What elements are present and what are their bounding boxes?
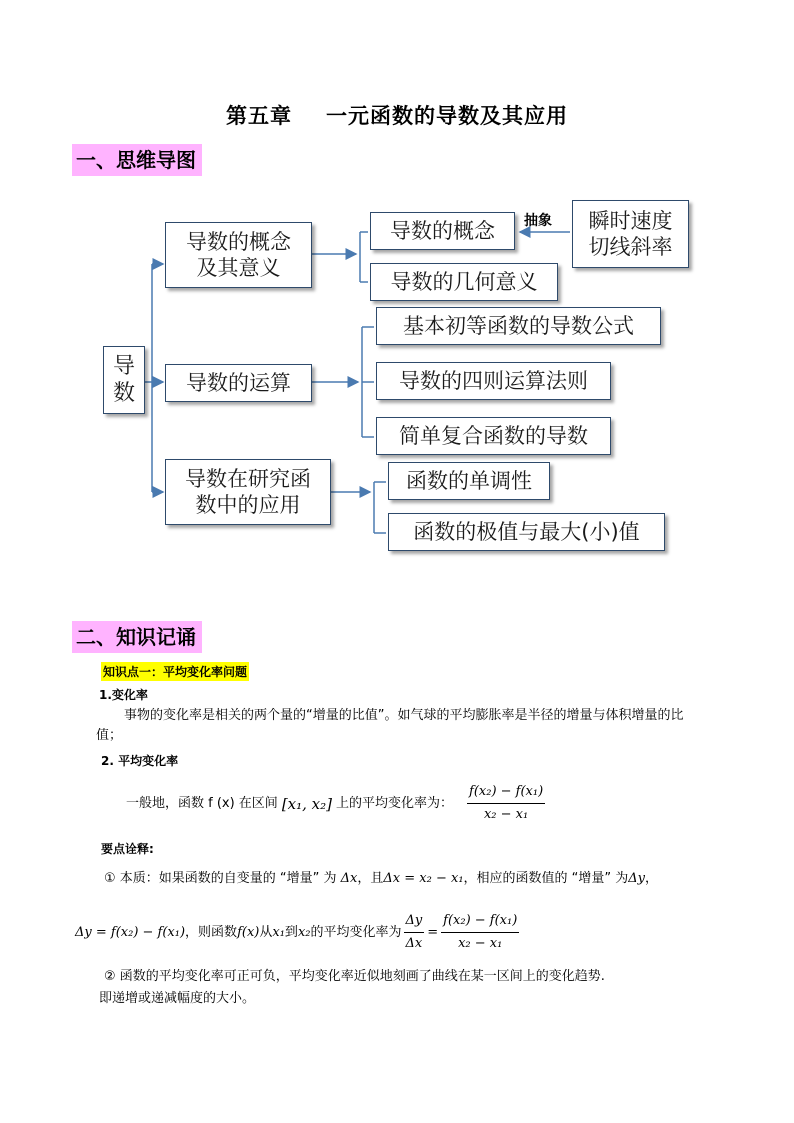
key-point-sign-end: 即递增或递减幅度的大小。 — [99, 991, 256, 1006]
note2-x1: x₁ — [272, 924, 285, 940]
avg-rate-text-post: 上的平均变化率为： — [336, 795, 454, 811]
paragraph-rate-of-change: 事物的变化率是相关的两个量的“增量的比值”。如气球的平均膨胀率是半径的增量与体积增量的比 — [124, 708, 684, 723]
mindmap-leaf-composite: 简单复合函数的导数 — [376, 417, 611, 455]
heading-average-rate: 2. 平均变化率 — [101, 754, 179, 768]
avg-rate-interval: [x₁, x₂] — [281, 794, 332, 813]
difference-fraction — [441, 910, 519, 955]
key-point-essence — [104, 868, 658, 890]
mindmap-leaf-concept: 导数的概念 — [370, 212, 515, 250]
section-heading-knowledge: 二、知识记诵 — [72, 621, 202, 653]
note2-x2: x₂ — [297, 924, 311, 940]
key-point-average-formula — [75, 910, 519, 955]
avg-rate-fraction — [467, 781, 545, 826]
note2-text-a: ，则函数 — [185, 924, 238, 940]
heading-rate-of-change: 1.变化率 — [99, 688, 148, 702]
avg-rate-text-pre: 一般地，函数 f (x) 在区间 — [126, 795, 278, 811]
mindmap-branch-concept: 导数的概念 及其意义 — [165, 222, 312, 288]
key-points-label: 要点诠释: — [101, 842, 154, 856]
note1-text-pre: ① 本质：如果函数的自变量的 “增量” 为 — [104, 871, 337, 886]
paragraph-rate-of-change-end: 值； — [96, 728, 123, 743]
chapter-label: 第五章 — [226, 103, 292, 128]
fraction-denominator: x₂ − x₁ — [483, 807, 529, 822]
delta-fraction — [404, 910, 425, 955]
abstraction-label: 抽象 — [524, 213, 552, 229]
note1-dy: Δy — [628, 871, 646, 886]
note2-equation: Δy = f(x₂) − f(x₁) — [75, 924, 186, 940]
delta-numerator: Δy — [404, 910, 425, 933]
mindmap-root: 导 数 — [103, 346, 145, 414]
difference-denominator: x₂ − x₁ — [458, 936, 503, 951]
note1-dx: Δx — [340, 871, 358, 886]
note1-equation: Δx = x₂ − x₁ — [383, 871, 464, 886]
note1-text-mid: ，且 — [357, 871, 384, 886]
mindmap-leaf-geometry: 导数的几何意义 — [370, 263, 558, 301]
mindmap-leaf-basic-formula: 基本初等函数的导数公式 — [376, 307, 661, 345]
note1-text-post: ，相应的函数值的 “增量” 为 — [463, 871, 629, 886]
mindmap-branch-application: 导数在研究函 数中的应用 — [165, 459, 331, 525]
delta-denominator: Δx — [405, 936, 423, 951]
note2-text-d: 的平均变化率为 — [310, 924, 402, 940]
equals-sign: = — [427, 924, 439, 940]
knowledge-point-title: 知识点一：平均变化率问题 — [101, 662, 249, 681]
avg-rate-definition — [126, 781, 545, 826]
difference-numerator: f(x₂) − f(x₁) — [441, 910, 519, 933]
key-point-sign: ② 函数的平均变化率可正可负，平均变化率近似地刻画了曲线在某一区间上的变化趋势. — [104, 969, 605, 984]
mindmap-source: 瞬时速度 切线斜率 — [572, 200, 689, 268]
mindmap-branch-operation: 导数的运算 — [165, 364, 312, 402]
note2-fx: f(x) — [237, 924, 260, 940]
note2-text-b: 从 — [259, 924, 273, 940]
note1-text-end: ， — [645, 871, 659, 886]
mindmap-leaf-four-rules: 导数的四则运算法则 — [376, 362, 611, 400]
section-heading-mindmap: 一、思维导图 — [72, 144, 202, 176]
mindmap-leaf-monotonic: 函数的单调性 — [388, 462, 550, 500]
mindmap-leaf-extremum: 函数的极值与最大(小)值 — [388, 513, 665, 551]
chapter-name: 一元函数的导数及其应用 — [326, 103, 568, 128]
fraction-numerator: f(x₂) − f(x₁) — [467, 781, 545, 804]
note2-text-c: 到 — [284, 924, 298, 940]
